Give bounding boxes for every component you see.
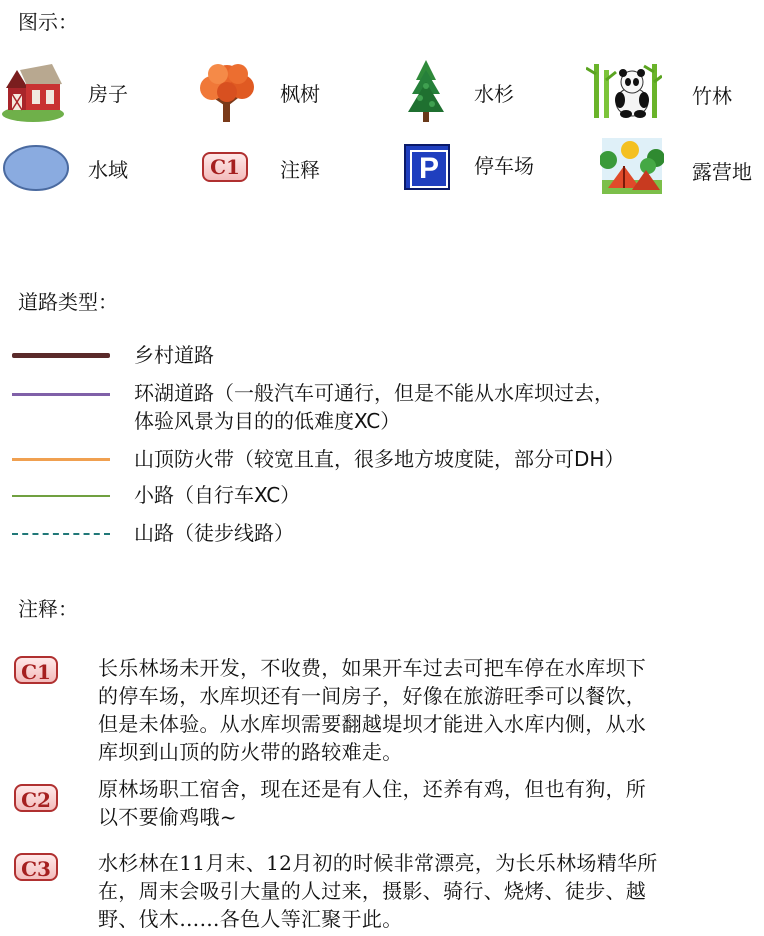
legend-label-water: 水域 xyxy=(88,158,128,182)
note-badge-c2: C2 xyxy=(14,784,58,812)
road-label-hiking: 山路（徒步线路） xyxy=(134,521,294,545)
note-c2-line: 原林场职工宿舍，现在还是有人住，还养有鸡，但也有狗，所 xyxy=(98,777,647,801)
note-c1-line: 但是未体验。从水库坝需要翻越堤坝才能进入水库内侧，从水 xyxy=(98,712,647,736)
note-c2-line: 以不要偷鸡哦~ xyxy=(98,805,237,829)
legend-label-parking: 停车场 xyxy=(474,154,534,178)
note-c3-line: 在，周末会吸引大量的人过来，摄影、骑行、烧烤、徒步、越 xyxy=(98,879,647,903)
legend-title: 图示： xyxy=(18,10,78,34)
road-label-trail: 小路（自行车XC） xyxy=(134,483,301,507)
notes-title: 注释： xyxy=(18,597,78,621)
legend-label-fir: 水杉 xyxy=(474,82,514,106)
legend-label-bamboo: 竹林 xyxy=(692,84,732,108)
parking-icon xyxy=(404,144,450,190)
legend-label-campsite: 露营地 xyxy=(692,160,752,184)
parking-symbol: P xyxy=(410,150,448,188)
bamboo-panda-icon xyxy=(586,60,662,124)
road-label-lakeside-line2: 体验风景为目的的低难度XC） xyxy=(134,409,401,433)
road-line-trail xyxy=(12,495,110,497)
note-c3-line: 野、伐木……各色人等汇聚于此。 xyxy=(98,907,403,931)
note-c1-line: 库坝到山顶的防火带的路较难走。 xyxy=(98,740,403,764)
note-text-c2 xyxy=(98,775,750,831)
note-badge-c1: C1 xyxy=(14,656,58,684)
note-text-c1 xyxy=(98,654,750,766)
road-line-hiking xyxy=(12,533,110,535)
house-icon xyxy=(0,58,66,128)
roads-title: 道路类型： xyxy=(18,290,118,314)
note-c3-line: 水杉林在11月末、12月初的时候非常漂亮，为长乐林场精华所 xyxy=(98,851,658,875)
road-line-firebreak xyxy=(12,458,110,461)
note-text-c3 xyxy=(98,849,750,933)
note-badge-c3: C3 xyxy=(14,853,58,881)
fir-tree-icon xyxy=(404,58,448,128)
road-line-village xyxy=(12,353,110,358)
legend-label-house: 房子 xyxy=(88,82,128,106)
note-c1-line: 长乐林场未开发，不收费，如果开车过去可把车停在水库坝下 xyxy=(98,656,647,680)
note-badge-icon: C1 xyxy=(202,152,248,182)
water-area-icon xyxy=(2,144,70,196)
legend-label-maple: 枫树 xyxy=(280,82,320,106)
road-label-lakeside-line1: 环湖道路（一般汽车可通行，但是不能从水库坝过去， xyxy=(134,381,614,405)
note-c1-line: 的停车场，水库坝还有一间房子，好像在旅游旺季可以餐饮， xyxy=(98,684,647,708)
maple-tree-icon xyxy=(196,60,258,128)
road-line-lakeside xyxy=(12,393,110,396)
campsite-icon xyxy=(600,136,664,200)
legend-label-note: 注释 xyxy=(280,158,320,182)
road-label-firebreak: 山顶防火带（较宽且直，很多地方坡度陡，部分可DH） xyxy=(134,447,625,471)
road-label-village: 乡村道路 xyxy=(134,343,214,367)
